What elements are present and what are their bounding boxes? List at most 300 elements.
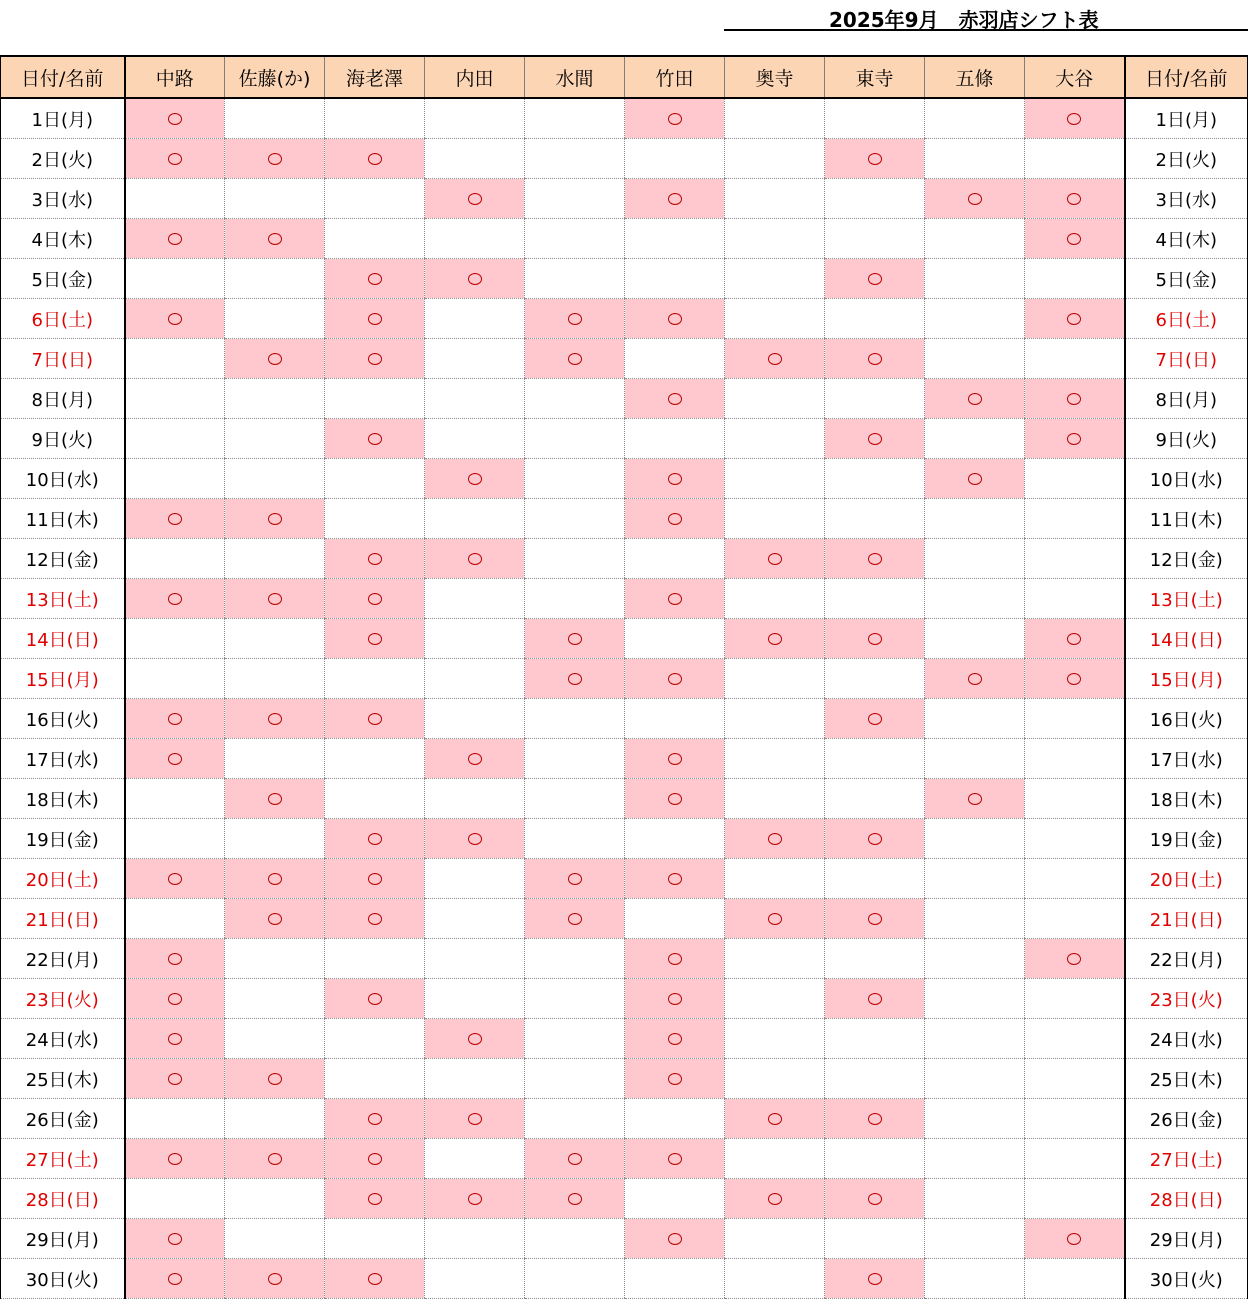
shift-cell[interactable] [1025, 299, 1125, 339]
shift-cell[interactable] [1025, 219, 1125, 259]
shift-cell[interactable] [525, 1019, 625, 1059]
shift-cell[interactable] [525, 98, 625, 139]
shift-cell[interactable] [625, 819, 725, 859]
shift-cell[interactable] [725, 1179, 825, 1219]
shift-cell[interactable] [325, 819, 425, 859]
shift-cell[interactable] [425, 499, 525, 539]
shift-cell[interactable] [525, 739, 625, 779]
shift-cell[interactable] [1025, 1139, 1125, 1179]
shift-cell[interactable] [625, 859, 725, 899]
shift-cell[interactable] [725, 259, 825, 299]
shift-cell[interactable] [225, 259, 325, 299]
shift-cell[interactable] [425, 339, 525, 379]
shift-cell[interactable] [725, 699, 825, 739]
shift-cell[interactable] [625, 579, 725, 619]
date-cell[interactable]: 22日(月) [1125, 939, 1248, 979]
date-cell[interactable]: 26日(金) [1125, 1099, 1248, 1139]
shift-cell[interactable] [125, 419, 225, 459]
shift-cell[interactable] [225, 1099, 325, 1139]
shift-cell[interactable] [1025, 139, 1125, 179]
shift-cell[interactable] [1025, 1019, 1125, 1059]
date-cell[interactable]: 27日(土) [1125, 1139, 1248, 1179]
date-cell[interactable]: 19日(金) [1, 819, 125, 859]
date-cell[interactable]: 13日(土) [1, 579, 125, 619]
shift-cell[interactable] [825, 779, 925, 819]
shift-cell[interactable] [625, 1259, 725, 1299]
date-cell[interactable]: 23日(火) [1, 979, 125, 1019]
shift-cell[interactable] [125, 219, 225, 259]
shift-cell[interactable] [1025, 819, 1125, 859]
date-cell[interactable]: 28日(日) [1, 1179, 125, 1219]
shift-cell[interactable] [525, 539, 625, 579]
shift-cell[interactable] [325, 299, 425, 339]
shift-cell[interactable] [125, 899, 225, 939]
date-cell[interactable]: 17日(水) [1, 739, 125, 779]
shift-cell[interactable] [625, 499, 725, 539]
shift-cell[interactable] [525, 1179, 625, 1219]
shift-cell[interactable] [125, 579, 225, 619]
shift-cell[interactable] [625, 139, 725, 179]
shift-cell[interactable] [925, 339, 1025, 379]
shift-cell[interactable] [825, 1099, 925, 1139]
shift-cell[interactable] [825, 1019, 925, 1059]
date-cell[interactable]: 5日(金) [1125, 259, 1248, 299]
shift-cell[interactable] [925, 259, 1025, 299]
shift-cell[interactable] [325, 499, 425, 539]
shift-cell[interactable] [225, 779, 325, 819]
shift-cell[interactable] [125, 539, 225, 579]
shift-cell[interactable] [825, 139, 925, 179]
shift-cell[interactable] [125, 1099, 225, 1139]
shift-cell[interactable] [925, 739, 1025, 779]
shift-cell[interactable] [825, 579, 925, 619]
shift-cell[interactable] [825, 659, 925, 699]
shift-cell[interactable] [325, 539, 425, 579]
date-cell[interactable]: 26日(金) [1, 1099, 125, 1139]
shift-cell[interactable] [325, 379, 425, 419]
shift-cell[interactable] [125, 859, 225, 899]
date-cell[interactable]: 14日(日) [1, 619, 125, 659]
shift-cell[interactable] [425, 819, 525, 859]
shift-cell[interactable] [325, 979, 425, 1019]
shift-cell[interactable] [425, 1259, 525, 1299]
shift-cell[interactable] [425, 299, 525, 339]
shift-cell[interactable] [825, 819, 925, 859]
shift-cell[interactable] [1025, 659, 1125, 699]
shift-cell[interactable] [225, 179, 325, 219]
shift-cell[interactable] [225, 699, 325, 739]
shift-cell[interactable] [825, 1139, 925, 1179]
shift-cell[interactable] [725, 379, 825, 419]
shift-cell[interactable] [325, 419, 425, 459]
shift-cell[interactable] [125, 379, 225, 419]
shift-cell[interactable] [525, 299, 625, 339]
shift-cell[interactable] [325, 1179, 425, 1219]
date-cell[interactable]: 28日(日) [1125, 1179, 1248, 1219]
shift-cell[interactable] [625, 939, 725, 979]
shift-cell[interactable] [625, 1019, 725, 1059]
shift-cell[interactable] [925, 219, 1025, 259]
shift-cell[interactable] [125, 339, 225, 379]
shift-cell[interactable] [1025, 98, 1125, 139]
date-cell[interactable]: 4日(木) [1, 219, 125, 259]
shift-cell[interactable] [1025, 499, 1125, 539]
shift-cell[interactable] [425, 899, 525, 939]
shift-cell[interactable] [725, 739, 825, 779]
shift-cell[interactable] [125, 659, 225, 699]
shift-cell[interactable] [425, 179, 525, 219]
shift-cell[interactable] [725, 859, 825, 899]
shift-cell[interactable] [425, 779, 525, 819]
shift-cell[interactable] [425, 739, 525, 779]
shift-cell[interactable] [1025, 1179, 1125, 1219]
date-cell[interactable]: 8日(月) [1, 379, 125, 419]
date-cell[interactable]: 21日(日) [1, 899, 125, 939]
date-cell[interactable]: 24日(水) [1125, 1019, 1248, 1059]
shift-cell[interactable] [1025, 339, 1125, 379]
shift-cell[interactable] [925, 179, 1025, 219]
shift-cell[interactable] [1025, 779, 1125, 819]
shift-cell[interactable] [825, 939, 925, 979]
shift-cell[interactable] [1025, 1059, 1125, 1099]
shift-cell[interactable] [1025, 179, 1125, 219]
shift-cell[interactable] [425, 98, 525, 139]
shift-cell[interactable] [925, 779, 1025, 819]
date-cell[interactable]: 18日(木) [1125, 779, 1248, 819]
date-cell[interactable]: 10日(水) [1125, 459, 1248, 499]
shift-cell[interactable] [625, 619, 725, 659]
shift-cell[interactable] [625, 1139, 725, 1179]
shift-cell[interactable] [425, 459, 525, 499]
shift-cell[interactable] [625, 459, 725, 499]
shift-cell[interactable] [725, 899, 825, 939]
date-cell[interactable]: 30日(火) [1, 1259, 125, 1299]
date-cell[interactable]: 12日(金) [1, 539, 125, 579]
shift-cell[interactable] [625, 98, 725, 139]
shift-cell[interactable] [325, 659, 425, 699]
shift-cell[interactable] [325, 1019, 425, 1059]
shift-cell[interactable] [225, 979, 325, 1019]
date-cell[interactable]: 14日(日) [1125, 619, 1248, 659]
shift-cell[interactable] [725, 659, 825, 699]
shift-cell[interactable] [325, 899, 425, 939]
shift-cell[interactable] [925, 979, 1025, 1019]
shift-cell[interactable] [225, 579, 325, 619]
shift-cell[interactable] [225, 899, 325, 939]
shift-cell[interactable] [825, 1259, 925, 1299]
shift-cell[interactable] [425, 939, 525, 979]
shift-cell[interactable] [725, 1139, 825, 1179]
shift-cell[interactable] [825, 1219, 925, 1259]
shift-cell[interactable] [125, 139, 225, 179]
shift-cell[interactable] [1025, 1099, 1125, 1139]
shift-cell[interactable] [925, 459, 1025, 499]
shift-cell[interactable] [525, 579, 625, 619]
shift-cell[interactable] [125, 1259, 225, 1299]
shift-cell[interactable] [725, 1219, 825, 1259]
date-cell[interactable]: 12日(金) [1125, 539, 1248, 579]
shift-cell[interactable] [125, 1059, 225, 1099]
shift-cell[interactable] [825, 499, 925, 539]
shift-cell[interactable] [125, 979, 225, 1019]
shift-cell[interactable] [925, 939, 1025, 979]
date-cell[interactable]: 30日(火) [1125, 1259, 1248, 1299]
shift-cell[interactable] [425, 619, 525, 659]
shift-cell[interactable] [1025, 699, 1125, 739]
shift-cell[interactable] [925, 1259, 1025, 1299]
shift-cell[interactable] [525, 1099, 625, 1139]
shift-cell[interactable] [425, 139, 525, 179]
shift-cell[interactable] [525, 379, 625, 419]
shift-cell[interactable] [125, 499, 225, 539]
date-cell[interactable]: 7日(日) [1125, 339, 1248, 379]
date-cell[interactable]: 27日(土) [1, 1139, 125, 1179]
shift-cell[interactable] [325, 579, 425, 619]
shift-cell[interactable] [125, 179, 225, 219]
shift-cell[interactable] [225, 659, 325, 699]
shift-cell[interactable] [325, 939, 425, 979]
shift-cell[interactable] [825, 259, 925, 299]
shift-cell[interactable] [225, 1059, 325, 1099]
shift-cell[interactable] [225, 339, 325, 379]
shift-cell[interactable] [525, 459, 625, 499]
shift-cell[interactable] [625, 379, 725, 419]
shift-cell[interactable] [725, 939, 825, 979]
shift-cell[interactable] [125, 98, 225, 139]
shift-cell[interactable] [225, 299, 325, 339]
shift-cell[interactable] [325, 1099, 425, 1139]
shift-cell[interactable] [525, 899, 625, 939]
shift-cell[interactable] [325, 739, 425, 779]
shift-cell[interactable] [125, 1179, 225, 1219]
shift-cell[interactable] [825, 539, 925, 579]
shift-cell[interactable] [425, 419, 525, 459]
shift-cell[interactable] [725, 139, 825, 179]
shift-cell[interactable] [625, 299, 725, 339]
shift-cell[interactable] [1025, 259, 1125, 299]
shift-cell[interactable] [225, 1179, 325, 1219]
shift-cell[interactable] [925, 299, 1025, 339]
shift-cell[interactable] [625, 219, 725, 259]
shift-cell[interactable] [625, 179, 725, 219]
shift-cell[interactable] [625, 1059, 725, 1099]
shift-cell[interactable] [425, 379, 525, 419]
date-cell[interactable]: 10日(水) [1, 459, 125, 499]
shift-cell[interactable] [625, 539, 725, 579]
date-cell[interactable]: 3日(水) [1125, 179, 1248, 219]
shift-cell[interactable] [925, 499, 1025, 539]
shift-cell[interactable] [425, 1219, 525, 1259]
shift-cell[interactable] [325, 98, 425, 139]
shift-cell[interactable] [425, 699, 525, 739]
shift-cell[interactable] [325, 1259, 425, 1299]
shift-cell[interactable] [925, 619, 1025, 659]
shift-cell[interactable] [1025, 979, 1125, 1019]
shift-cell[interactable] [525, 979, 625, 1019]
shift-cell[interactable] [725, 179, 825, 219]
shift-cell[interactable] [925, 899, 1025, 939]
shift-cell[interactable] [725, 779, 825, 819]
shift-cell[interactable] [925, 1139, 1025, 1179]
shift-cell[interactable] [625, 419, 725, 459]
shift-cell[interactable] [825, 459, 925, 499]
shift-cell[interactable] [425, 539, 525, 579]
shift-cell[interactable] [625, 339, 725, 379]
shift-cell[interactable] [625, 1219, 725, 1259]
shift-cell[interactable] [325, 339, 425, 379]
date-cell[interactable]: 2日(火) [1125, 139, 1248, 179]
date-cell[interactable]: 18日(木) [1, 779, 125, 819]
date-cell[interactable]: 21日(日) [1125, 899, 1248, 939]
date-cell[interactable]: 20日(土) [1, 859, 125, 899]
shift-cell[interactable] [125, 459, 225, 499]
shift-cell[interactable] [825, 219, 925, 259]
shift-cell[interactable] [725, 539, 825, 579]
shift-cell[interactable] [225, 459, 325, 499]
date-cell[interactable]: 24日(水) [1, 1019, 125, 1059]
shift-cell[interactable] [225, 939, 325, 979]
shift-cell[interactable] [1025, 419, 1125, 459]
date-cell[interactable]: 15日(月) [1, 659, 125, 699]
shift-cell[interactable] [825, 339, 925, 379]
shift-cell[interactable] [925, 139, 1025, 179]
date-cell[interactable]: 7日(日) [1, 339, 125, 379]
shift-cell[interactable] [525, 1139, 625, 1179]
shift-cell[interactable] [725, 619, 825, 659]
date-cell[interactable]: 25日(木) [1, 1059, 125, 1099]
shift-cell[interactable] [825, 419, 925, 459]
shift-cell[interactable] [225, 98, 325, 139]
shift-cell[interactable] [725, 1019, 825, 1059]
shift-cell[interactable] [725, 1059, 825, 1099]
shift-cell[interactable] [625, 659, 725, 699]
shift-cell[interactable] [125, 779, 225, 819]
shift-cell[interactable] [325, 179, 425, 219]
shift-cell[interactable] [925, 98, 1025, 139]
shift-cell[interactable] [1025, 619, 1125, 659]
date-cell[interactable]: 9日(火) [1, 419, 125, 459]
shift-cell[interactable] [625, 699, 725, 739]
shift-cell[interactable] [525, 219, 625, 259]
date-cell[interactable]: 25日(木) [1125, 1059, 1248, 1099]
shift-cell[interactable] [325, 1219, 425, 1259]
shift-cell[interactable] [925, 1179, 1025, 1219]
shift-cell[interactable] [325, 1139, 425, 1179]
shift-cell[interactable] [925, 579, 1025, 619]
shift-cell[interactable] [525, 939, 625, 979]
shift-cell[interactable] [525, 419, 625, 459]
shift-cell[interactable] [425, 1099, 525, 1139]
shift-cell[interactable] [325, 459, 425, 499]
shift-cell[interactable] [525, 1059, 625, 1099]
shift-cell[interactable] [225, 419, 325, 459]
shift-cell[interactable] [525, 659, 625, 699]
shift-cell[interactable] [925, 379, 1025, 419]
shift-cell[interactable] [725, 419, 825, 459]
date-cell[interactable]: 1日(月) [1, 98, 125, 139]
shift-cell[interactable] [725, 98, 825, 139]
shift-cell[interactable] [125, 299, 225, 339]
date-cell[interactable]: 15日(月) [1125, 659, 1248, 699]
shift-cell[interactable] [1025, 939, 1125, 979]
shift-cell[interactable] [425, 1179, 525, 1219]
shift-cell[interactable] [525, 1259, 625, 1299]
shift-cell[interactable] [725, 339, 825, 379]
date-cell[interactable]: 3日(水) [1, 179, 125, 219]
shift-cell[interactable] [1025, 1219, 1125, 1259]
date-cell[interactable]: 1日(月) [1125, 98, 1248, 139]
shift-cell[interactable] [225, 1219, 325, 1259]
shift-cell[interactable] [125, 939, 225, 979]
shift-cell[interactable] [225, 1259, 325, 1299]
shift-cell[interactable] [725, 299, 825, 339]
shift-cell[interactable] [625, 979, 725, 1019]
shift-cell[interactable] [525, 859, 625, 899]
shift-cell[interactable] [225, 499, 325, 539]
shift-cell[interactable] [825, 739, 925, 779]
shift-cell[interactable] [725, 979, 825, 1019]
shift-cell[interactable] [525, 699, 625, 739]
date-cell[interactable]: 2日(火) [1, 139, 125, 179]
shift-cell[interactable] [1025, 739, 1125, 779]
shift-cell[interactable] [225, 139, 325, 179]
shift-cell[interactable] [125, 1139, 225, 1179]
shift-cell[interactable] [525, 499, 625, 539]
shift-cell[interactable] [425, 579, 525, 619]
date-cell[interactable]: 29日(月) [1125, 1219, 1248, 1259]
shift-cell[interactable] [425, 979, 525, 1019]
shift-cell[interactable] [625, 779, 725, 819]
shift-cell[interactable] [425, 1059, 525, 1099]
date-cell[interactable]: 17日(水) [1125, 739, 1248, 779]
shift-cell[interactable] [125, 259, 225, 299]
shift-cell[interactable] [825, 98, 925, 139]
date-cell[interactable]: 29日(月) [1, 1219, 125, 1259]
date-cell[interactable]: 20日(土) [1125, 859, 1248, 899]
shift-cell[interactable] [225, 619, 325, 659]
shift-cell[interactable] [325, 139, 425, 179]
shift-cell[interactable] [625, 1179, 725, 1219]
shift-cell[interactable] [425, 1139, 525, 1179]
shift-cell[interactable] [825, 619, 925, 659]
shift-cell[interactable] [625, 1099, 725, 1139]
shift-cell[interactable] [225, 539, 325, 579]
shift-cell[interactable] [525, 819, 625, 859]
shift-cell[interactable] [425, 1019, 525, 1059]
date-cell[interactable]: 19日(金) [1125, 819, 1248, 859]
date-cell[interactable]: 23日(火) [1125, 979, 1248, 1019]
shift-cell[interactable] [525, 139, 625, 179]
shift-cell[interactable] [725, 219, 825, 259]
date-cell[interactable]: 16日(火) [1125, 699, 1248, 739]
shift-cell[interactable] [1025, 539, 1125, 579]
shift-cell[interactable] [925, 1019, 1025, 1059]
shift-cell[interactable] [825, 699, 925, 739]
shift-cell[interactable] [425, 259, 525, 299]
shift-cell[interactable] [725, 1259, 825, 1299]
shift-cell[interactable] [925, 1059, 1025, 1099]
shift-cell[interactable] [925, 659, 1025, 699]
date-cell[interactable]: 6日(土) [1125, 299, 1248, 339]
shift-cell[interactable] [1025, 859, 1125, 899]
shift-cell[interactable] [925, 859, 1025, 899]
shift-cell[interactable] [325, 699, 425, 739]
shift-cell[interactable] [225, 1139, 325, 1179]
shift-cell[interactable] [925, 539, 1025, 579]
shift-cell[interactable] [725, 579, 825, 619]
shift-cell[interactable] [925, 1219, 1025, 1259]
shift-cell[interactable] [525, 339, 625, 379]
